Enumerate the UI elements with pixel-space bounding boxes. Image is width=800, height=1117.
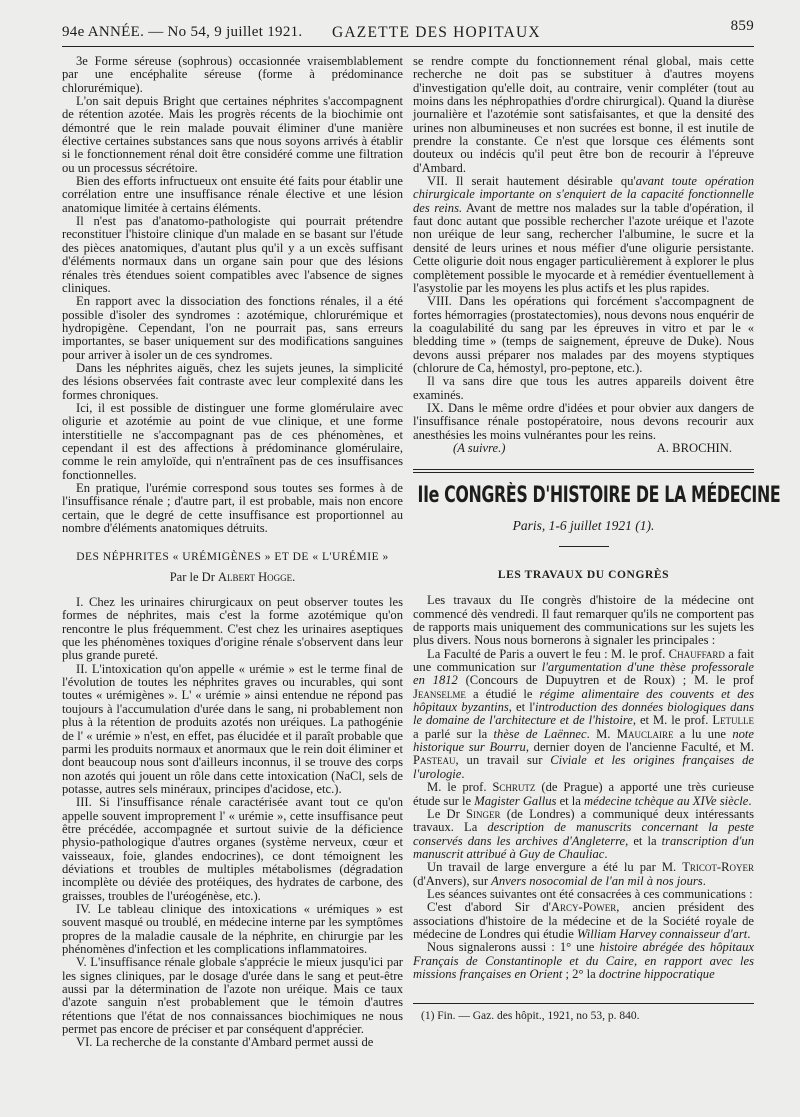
emphasis: Magister Gallus xyxy=(474,793,557,808)
point-vii xyxy=(413,175,754,295)
footnote: (1) Fin. — Gaz. des hôpit., 1921, no 53, p. 840. xyxy=(421,1010,640,1023)
text-run: . xyxy=(702,873,706,888)
footnote-rule xyxy=(413,1003,754,1004)
emphasis: médecine tchèque au XIVe siècle xyxy=(584,793,749,808)
section-title: DES NÉPHRITES « URÉMIGÈNES » ET DE « L'URÉMIE » xyxy=(76,551,389,564)
paragraph xyxy=(413,808,754,861)
paragraph: Bien des efforts infructueux ont ensuite été faits pour établir une corrélation entre une insuffisance rénale élective et une lésion anatomique limitée à certains éléments. xyxy=(62,174,403,215)
text-run: ; 2° la xyxy=(562,966,599,981)
paragraph: L'on sait depuis Bright que certaines néphrites s'accompagnent de rétention azotée. Mais les progrès récents de la biochimie ont démontré que le rein malade pouvait éliminer d'une manière élective certaines substances sans que nous soyons arrivés à établir si le fonctionnement rénal doit être considéré comme une filtration ou un processus sécrétoire. xyxy=(62,94,403,175)
point-viii: VIII. Dans les opérations qui forcément s'accompagnent de fortes hémorragies (prostatectomies), nous devons nous enquérir de la coagulabilité du sang par les épreuves in vitro et par le « bledding time » (temps de saignement, épreuve de Duke). Nous devons aussi préparer nos malades par des moyens styptiques (chlorure de Ca, hémostyl, pro-peptone, etc.). xyxy=(413,294,754,375)
text-run: a parlé sur la xyxy=(413,726,494,741)
paragraph xyxy=(413,781,754,808)
paragraph: Dans les néphrites aiguës, chez les sujets jeunes, la simplicité des lésions observées fait contraste avec leur complexité dans les formes chroniques. xyxy=(62,360,403,402)
to-be-continued: (A suivre.) xyxy=(453,440,506,455)
signature: A. BROCHIN. xyxy=(656,440,732,455)
point-ix: IX. Dans le même ordre d'idées et pour obvier aux dangers de l'insuffisance rénale postopératoire, nous devons recourir aux anesthésies les moins vulnérantes pour les reins. xyxy=(413,400,754,442)
header-rule xyxy=(62,46,754,47)
journal-title: GAZETTE DES HOPITAUX xyxy=(332,24,541,41)
point-i: I. Chez les urinaires chirurgicaux on peut observer toutes les formes de néphrites, mais c'est la forme azotémique qu'on rencontre le plus fréquemment. C'est chez les urinaires aseptiques que les phénomènes toxiques d'origine rénale s'observent dans leur plus grande pureté. xyxy=(62,595,403,663)
person-name: Singer xyxy=(466,806,501,821)
paragraph: En pratique, l'urémie correspond sous toutes ses formes à de l'insuffisance rénale ; d'autre part, il est probable, mais non encore certain, que le degré de cette insuffisance est proportionnel au nombre d'éléments anatomiques détruits. xyxy=(62,481,403,536)
text-run: . M. xyxy=(586,726,617,741)
paragraph: Il va sans dire que tous les autres appareils doivent être examinés. xyxy=(413,374,754,402)
person-name: Schrutz xyxy=(492,780,536,795)
emphasis: l'argumentation d'une thèse professorale en 1812 xyxy=(413,660,754,688)
emphasis: avant toute opération chirurgicale importante on s'enquiert de la capacité fonctionnelle des reins. xyxy=(413,174,754,215)
text-run: M. le prof. xyxy=(427,780,493,795)
emphasis: description de manuscrits concernant la peste conservés dans les archives d'Angleterre xyxy=(413,820,754,848)
paragraph xyxy=(413,648,754,781)
emphasis: William Harvey connaisseur d'art xyxy=(577,926,748,941)
text-run: (de Londres) a communiqué deux intéressants travaux. La xyxy=(413,806,755,835)
text-run: , un travail sur xyxy=(455,753,551,768)
text-run: a étudié le xyxy=(465,686,540,701)
emphasis: Civiale et les origines françaises de l'urologie xyxy=(413,753,754,781)
text-run: . xyxy=(748,793,752,808)
emphasis: introduction des données biologiques dans le domaine de l'architecture et de l'histoire xyxy=(413,700,754,728)
paragraph: Ici, il est possible de distinguer une forme glomérulaire avec oligurie et azotémie au point de vue clinique, et une forme interstitielle ne s'accompagnant pas de ces phénomènes, et cependant il est des affections à prédominance glomérulaire, comme le rein amyloïde, qui n'entraînent pas de ces insuffisances fonctionnelles. xyxy=(62,400,403,482)
point-iv: IV. Le tableau clinique des intoxications « urémiques » est souvent masqué ou troublé, en médecine interne par les symptômes propres de la maladie causale de la néphrite, en chirurgie par les phénomènes d'infection et les complications inflammatoires. xyxy=(62,901,403,956)
author-name: Albert Hogge. xyxy=(217,569,296,584)
text-run: VII. Il serait hautement désirable qu' xyxy=(427,174,636,189)
emphasis: régime alimentaire des couvents et des hôpitaux byzantins xyxy=(413,686,754,715)
page-number: 859 xyxy=(730,18,754,34)
text-run: . xyxy=(461,766,465,781)
text-run: Nous signalerons aussi : 1° une xyxy=(427,940,600,955)
emphasis: Anvers nosocomial de l'an mil à nos jours xyxy=(491,873,703,888)
issue-info: 94e ANNÉE. — No 54, 9 juillet 1921. xyxy=(62,24,303,40)
text-run: , et l' xyxy=(508,700,536,715)
point-v: V. L'insuffisance rénale globale s'apprécie le mieux jusqu'ici par les signes cliniques, par le dosage d'urée dans le sang et peut-être aussi par la détermination de l'azote non uréique. Mais ce taux d'azote sanguin n'est probablement que le témoin d'autres rétentions que l'état de nos connaissances biochimiques ne nous permet pas encore de préciser et par conséquent d'apprécier. xyxy=(62,955,403,1037)
text-run: Le Dr xyxy=(427,806,467,821)
paragraph: Les travaux du IIe congrès d'histoire de la médecine ont commencé dès vendredi. Il faut remarquer qu'ils ne comportent pas de rapports mais uniquement des communications sur les sujets les plus divers. Nous nous bornerons à signaler les principales : xyxy=(413,593,754,648)
point-iii: III. Si l'insuffisance rénale caractérisée avant tout ce qu'on appelle souvent improprement l' « urémie », cette insuffisance peut être précédée, accompagnée et surtout suivie de la déficience physio-pathologique d'autres organes (système nerveux, cœur et vaisseaux, foie, glandes endocrines), ce dont témoignent les déviations et troubles de multiples métabolismes (dégradation incomplète ou déviée des protéiques, des hydrates de carbone, des graisses, troubles de l'uréogénèse, etc.). xyxy=(62,795,403,903)
text-run: La Faculté de Paris a ouvert le feu : M. le prof. xyxy=(427,646,669,661)
point-vi: VI. La recherche de la constante d'Ambard permet aussi de xyxy=(76,1035,374,1050)
person-name: Letulle xyxy=(712,713,755,728)
short-rule xyxy=(559,546,609,547)
person-name: Jeanselme xyxy=(413,686,466,701)
text-run: a fait une communication sur xyxy=(413,646,755,675)
paragraph: se rendre compte du fonctionnement rénal global, mais cette recherche ne doit pas se substituer à d'autres moyens d'investigation qu'elle doit, au contraire, venir compléter (tout au moins dans les néphropathies d'ordre chirurgical). Quand la diurèse journalière et l'azotémie sont satisfaisantes, et que la densité des urines non albumineuses et non sucrées est bonne, il est inutile de prendre la constante. Ce n'est que lorsque ces éléments sont douteux ou indécis qu'il peut être bon de recourir à l'épreuve d'Ambard. xyxy=(413,54,754,175)
person-name: Pasteau xyxy=(413,753,456,768)
paragraph: Il n'est pas d'anatomo-pathologiste qui pourrait prétendre reconstituer l'histoire clinique d'un malade en se basant sur l'étude des pièces anatomiques, d'autant plus qu'il y a un excès suffisant d'éléments normaux dans un organe sain pour que des lésions rénales très étendues soient compatibles avec l'absence de signes cliniques. xyxy=(62,214,403,295)
emphasis: transcription d'un manuscrit attribué à Guy de Chauliac xyxy=(413,833,754,861)
point-ii: II. L'intoxication qu'on appelle « urémie » est le terme final de l'évolution de toutes les néphrites graves ou incurables, qui sont toutes « urémigènes ». L' « urémie » ainsi entendue ne répond pas toujours à l'accumulation d'urée dans le sang, ni probablement non plus à la rétention de produits azotés non uréiques. La pathogénie de l' « urémie » n'est, en effet, pas élucidée et il paraît probable que parmi les produits normaux et anormaux que le rein doit éliminer et dont beaucoup nous sont d'ailleurs inconnus, il se trouve des corps non azotés qui jouent un rôle dans cette intoxication (NaCl, sels de potasse, autres sels minéraux, principes d'acidose, etc.). xyxy=(62,661,403,796)
text-run: C'est d'abord Sir d' xyxy=(427,900,551,915)
author-line xyxy=(62,571,403,584)
paragraph: 3e Forme séreuse (sophrous) occasionnée vraisemblablement par une encéphalite séreuse (forme à prédominance chlorurémique). xyxy=(62,54,403,95)
emphasis: doctrine hippocratique xyxy=(598,966,715,981)
right-column xyxy=(413,54,781,1050)
text-run: , et M. le prof. xyxy=(632,713,713,728)
person-name: Arcy-Power xyxy=(550,900,617,915)
emphasis: histoire abrégée des hôpitaux Français de Constantinople et du Caire, en rapport avec les missions françaises en Orient xyxy=(413,940,754,981)
section-divider xyxy=(413,469,754,473)
text-run: (Concours de Dupuytren et de Roux) ; M. le prof xyxy=(457,673,754,688)
text-run: et la xyxy=(556,793,585,808)
paragraph: Les séances suivantes ont été consacrées à ces communications : xyxy=(427,886,753,901)
congress-title: IIe CONGRÈS D'HISTOIRE DE LA MÉDECINE xyxy=(417,483,781,509)
person-name: Mauclaire xyxy=(616,726,674,741)
text-run: , ancien président des associations d'histoire de la médecine et de la Société royale de médecine de Londres qui étudie xyxy=(413,900,754,941)
text-run: Un travail de large envergure a été lu par M. xyxy=(427,860,683,875)
person-name: Tricot-Royer xyxy=(682,860,754,875)
text-run: . xyxy=(604,846,608,861)
paragraph xyxy=(413,861,754,888)
text-run: (de Prague) a apporté une très curieuse étude sur le xyxy=(413,780,754,808)
paragraph: En rapport avec la dissociation des fonctions rénales, il a été possible d'isoler des syndromes : azotémique, chlorurémique et hydropigène. Cependant, l'on ne pourrait pas, sans erreurs importantes, se baser uniquement sur des modifications sanguines pour arriver à isoler un de ces syndromes. xyxy=(62,294,403,362)
page-header xyxy=(62,14,754,40)
text-run: , dernier doyen de l'ancienne Faculté, et M. xyxy=(525,740,755,755)
person-name: Chauffard xyxy=(668,646,725,661)
works-heading: LES TRAVAUX DU CONGRÈS xyxy=(497,569,670,581)
text-run: (d'Anvers), sur xyxy=(413,873,492,888)
text-run: Avant de mettre nos malades sur la table d'opération, il faut donc autant que possible rechercher l'azote uréique et l'azote non uréique de leur sang, rechercher l'albumine, le sucre et la densité de leurs urines et nous méfier d'une oligurie persistante. Cette oligurie doit nous engager particulièrement à explorer le plus complètement possible le myocarde et à remédier éventuellement à l'asystolie par les moyens les plus actifs et les plus rapides. xyxy=(413,200,754,295)
author-prefix: Par le Dr xyxy=(169,569,215,584)
text-run: , et la xyxy=(625,833,662,848)
text-run: a lu une xyxy=(673,726,733,741)
left-column xyxy=(62,55,403,1050)
two-column-body xyxy=(62,54,781,1050)
emphasis: note historique sur Bourru xyxy=(413,726,754,755)
paragraph xyxy=(413,901,754,941)
congress-subtitle: Paris, 1-6 juillet 1921 (1). xyxy=(512,517,655,533)
emphasis: thèse de Laënnec xyxy=(493,726,587,741)
paragraph xyxy=(413,941,754,981)
signoff xyxy=(413,442,754,455)
text-run: . xyxy=(747,926,751,941)
